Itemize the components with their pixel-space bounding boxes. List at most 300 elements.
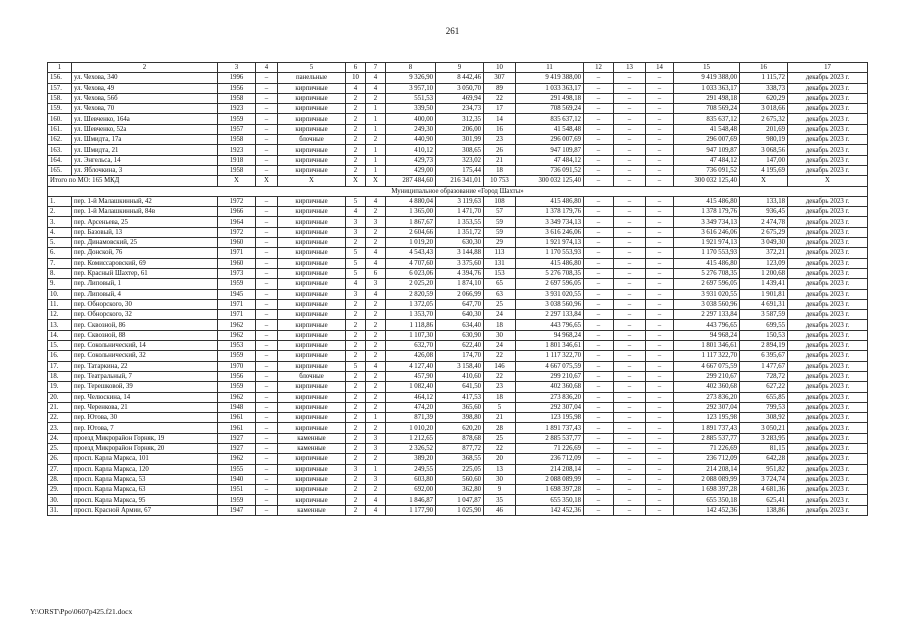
table-cell: 1 439,41 bbox=[740, 279, 788, 289]
table-row bbox=[48, 217, 868, 227]
table-cell: проезд Микрорайон Горняк, 20 bbox=[72, 443, 218, 453]
table-cell: – bbox=[646, 320, 674, 330]
table-cell: – bbox=[584, 268, 614, 278]
table-cell: 3 068,56 bbox=[740, 145, 788, 155]
table-cell: ул. Энгельса, 14 bbox=[72, 155, 218, 165]
table-cell: 27. bbox=[48, 464, 72, 474]
table-cell: 2 bbox=[346, 320, 366, 330]
table-cell: 2 bbox=[346, 135, 366, 145]
table-cell: 4 691,31 bbox=[740, 299, 788, 309]
table-cell: 63 bbox=[484, 289, 516, 299]
total-label: Итого по МО: 165 МКД bbox=[48, 176, 218, 186]
table-cell: 3 144,88 bbox=[436, 248, 484, 258]
table-cell: кирпичные bbox=[278, 207, 346, 217]
table-cell: 206,00 bbox=[436, 124, 484, 134]
table-cell: 138,86 bbox=[740, 505, 788, 515]
table-cell: 951,82 bbox=[740, 464, 788, 474]
table-row bbox=[48, 227, 868, 237]
table-cell: 2. bbox=[48, 207, 72, 217]
table-cell: – bbox=[584, 474, 614, 484]
table-row bbox=[48, 485, 868, 495]
table-cell: 2 bbox=[346, 392, 366, 402]
table-cell: – bbox=[256, 361, 278, 371]
table-cell: 641,50 bbox=[436, 382, 484, 392]
table-cell: 2 bbox=[346, 310, 366, 320]
table-cell: пер. Обнорского, 32 bbox=[72, 310, 218, 320]
table-cell: пер. Черенкова, 21 bbox=[72, 402, 218, 412]
table-cell: 13. bbox=[48, 320, 72, 330]
table-cell: декабрь 2023 г. bbox=[788, 83, 868, 93]
table-cell: 3. bbox=[48, 217, 72, 227]
table-cell: 22 bbox=[484, 93, 516, 103]
table-cell: ул. Яблочкина, 3 bbox=[72, 165, 218, 175]
table-cell: 25 bbox=[484, 433, 516, 443]
table-cell: каменные bbox=[278, 433, 346, 443]
table-cell: декабрь 2023 г. bbox=[788, 289, 868, 299]
table-cell: – bbox=[614, 176, 646, 186]
table-cell: 2 bbox=[346, 474, 366, 484]
table-cell: – bbox=[584, 361, 614, 371]
table-cell: – bbox=[646, 124, 674, 134]
table-cell: – bbox=[584, 73, 614, 83]
table-cell: 415 486,80 bbox=[516, 196, 584, 206]
table-cell: 3 bbox=[346, 289, 366, 299]
table-cell: – bbox=[584, 485, 614, 495]
table-cell: – bbox=[584, 413, 614, 423]
table-cell: пер. Ютова, 30 bbox=[72, 413, 218, 423]
table-cell: декабрь 2023 г. bbox=[788, 320, 868, 330]
table-cell: 3 bbox=[346, 217, 366, 227]
table-cell: 1 365,00 bbox=[386, 207, 436, 217]
table-cell: – bbox=[584, 330, 614, 340]
table-cell: 4 bbox=[366, 248, 386, 258]
table-cell: 21 bbox=[484, 155, 516, 165]
table-cell: 1961 bbox=[218, 423, 256, 433]
table-cell: 159. bbox=[48, 104, 72, 114]
table-cell: 4 667 075,59 bbox=[516, 361, 584, 371]
table-cell: – bbox=[256, 217, 278, 227]
table-cell: – bbox=[256, 299, 278, 309]
table-cell: кирпичные bbox=[278, 495, 346, 505]
table-cell: 1 801 346,61 bbox=[674, 341, 740, 351]
table-cell: 1 378 179,76 bbox=[516, 207, 584, 217]
table-cell: 6 bbox=[366, 268, 386, 278]
table-row bbox=[48, 454, 868, 464]
table-cell: декабрь 2023 г. bbox=[788, 371, 868, 381]
table-cell: 1948 bbox=[218, 402, 256, 412]
table-cell: кирпичные bbox=[278, 227, 346, 237]
table-cell: 1 200,68 bbox=[740, 268, 788, 278]
table-cell: 4 394,76 bbox=[436, 268, 484, 278]
table-row bbox=[48, 402, 868, 412]
table-cell: – bbox=[614, 145, 646, 155]
table-cell: просп. Карла Маркса, 63 bbox=[72, 485, 218, 495]
table-cell: – bbox=[614, 341, 646, 351]
table-cell: – bbox=[646, 83, 674, 93]
table-cell: кирпичные bbox=[278, 93, 346, 103]
table-cell: 469,94 bbox=[436, 93, 484, 103]
table-row bbox=[48, 268, 868, 278]
table-cell: 1 698 397,28 bbox=[674, 485, 740, 495]
table-row bbox=[48, 145, 868, 155]
table-cell: 560,60 bbox=[436, 474, 484, 484]
table-cell: 3 931 020,55 bbox=[516, 289, 584, 299]
table-cell: 2 297 133,84 bbox=[674, 310, 740, 320]
table-cell: – bbox=[584, 196, 614, 206]
table-cell: 2 bbox=[346, 495, 366, 505]
table-cell: 2 bbox=[346, 413, 366, 423]
table-cell: 4 bbox=[366, 73, 386, 83]
table-cell: – bbox=[256, 310, 278, 320]
table-cell: 14. bbox=[48, 330, 72, 340]
table-cell: 429,73 bbox=[386, 155, 436, 165]
table-cell: 14 bbox=[484, 114, 516, 124]
table-cell: 5 bbox=[346, 268, 366, 278]
header-row bbox=[48, 63, 868, 73]
table-cell: 1 047,87 bbox=[436, 495, 484, 505]
table-cell: 1996 bbox=[218, 73, 256, 83]
table-row bbox=[48, 433, 868, 443]
table-cell: – bbox=[256, 135, 278, 145]
table-cell: 23. bbox=[48, 423, 72, 433]
table-cell: кирпичные bbox=[278, 320, 346, 330]
table-cell: 415 486,80 bbox=[674, 258, 740, 268]
table-cell: 2 474,78 bbox=[740, 217, 788, 227]
table-cell: 410,12 bbox=[386, 145, 436, 155]
table-cell: декабрь 2023 г. bbox=[788, 258, 868, 268]
table-cell: 2 bbox=[346, 433, 366, 443]
table-cell: декабрь 2023 г. bbox=[788, 145, 868, 155]
table-cell: – bbox=[256, 258, 278, 268]
table-row bbox=[48, 423, 868, 433]
table-cell: 2 bbox=[346, 505, 366, 515]
table-cell: 4 880,04 bbox=[386, 196, 436, 206]
table-cell: декабрь 2023 г. bbox=[788, 207, 868, 217]
table-cell: 3 050,70 bbox=[436, 83, 484, 93]
table-cell: декабрь 2023 г. bbox=[788, 351, 868, 361]
table-cell: 1959 bbox=[218, 351, 256, 361]
table-cell: 4 bbox=[256, 63, 278, 73]
table-cell: кирпичные bbox=[278, 268, 346, 278]
table-cell: 3 587,59 bbox=[740, 310, 788, 320]
table-cell: 299 210,67 bbox=[674, 371, 740, 381]
table-cell: кирпичные bbox=[278, 382, 346, 392]
table-cell: 273 836,20 bbox=[516, 392, 584, 402]
table-cell: – bbox=[256, 104, 278, 114]
table-cell: 25 bbox=[484, 299, 516, 309]
table-cell: 699,55 bbox=[740, 320, 788, 330]
table-cell: – bbox=[584, 351, 614, 361]
table-cell: – bbox=[646, 279, 674, 289]
table-cell: – bbox=[614, 351, 646, 361]
table-row bbox=[48, 495, 868, 505]
table-cell: – bbox=[646, 443, 674, 453]
table-cell: 296 007,69 bbox=[674, 135, 740, 145]
table-cell: 2 bbox=[366, 207, 386, 217]
table-cell: 291 498,18 bbox=[674, 93, 740, 103]
table-row bbox=[48, 505, 868, 515]
table-cell: 2 bbox=[366, 299, 386, 309]
table-cell: 1951 bbox=[218, 485, 256, 495]
table-cell: – bbox=[256, 495, 278, 505]
table-cell: 400,00 bbox=[386, 114, 436, 124]
table-cell: 11. bbox=[48, 299, 72, 309]
table-cell: – bbox=[646, 454, 674, 464]
table-cell: – bbox=[614, 83, 646, 93]
table-cell: 4 bbox=[346, 207, 366, 217]
table-cell: декабрь 2023 г. bbox=[788, 73, 868, 83]
table-cell: – bbox=[256, 413, 278, 423]
table-cell: – bbox=[584, 83, 614, 93]
table-cell: 3 158,40 bbox=[436, 361, 484, 371]
table-cell: пер. Обнорского, 30 bbox=[72, 299, 218, 309]
table-cell: – bbox=[614, 423, 646, 433]
table-cell: 3 049,30 bbox=[740, 238, 788, 248]
table-cell: – bbox=[646, 135, 674, 145]
table-cell: – bbox=[614, 402, 646, 412]
table-cell: 642,28 bbox=[740, 454, 788, 464]
table-cell: 2 bbox=[366, 135, 386, 145]
table-cell: – bbox=[256, 351, 278, 361]
table-cell: – bbox=[256, 443, 278, 453]
table-cell: 1. bbox=[48, 196, 72, 206]
table-cell: 4 bbox=[366, 196, 386, 206]
table-cell: 2 025,20 bbox=[386, 279, 436, 289]
table-cell: 1 378 179,76 bbox=[674, 207, 740, 217]
table-cell: – bbox=[646, 289, 674, 299]
table-cell: ул. Шевченко, 164а bbox=[72, 114, 218, 124]
table-cell: 2 bbox=[346, 341, 366, 351]
table-cell: 2 bbox=[346, 93, 366, 103]
table-cell: 1960 bbox=[218, 258, 256, 268]
table-cell: 2 bbox=[346, 238, 366, 248]
table-cell: – bbox=[614, 104, 646, 114]
table-cell: 4 543,43 bbox=[386, 248, 436, 258]
table-row bbox=[48, 124, 868, 134]
table-cell: 1958 bbox=[218, 93, 256, 103]
page-number: 261 bbox=[445, 26, 460, 36]
table-cell: 1959 bbox=[218, 114, 256, 124]
table-row bbox=[48, 371, 868, 381]
table-cell: 3 bbox=[366, 433, 386, 443]
table-cell: 3 018,66 bbox=[740, 104, 788, 114]
table-cell: – bbox=[614, 289, 646, 299]
table-cell: 2 088 089,99 bbox=[674, 474, 740, 484]
table-cell: кирпичные bbox=[278, 114, 346, 124]
table-cell: 5 276 708,35 bbox=[674, 268, 740, 278]
table-cell: – bbox=[256, 485, 278, 495]
table-cell: 6 bbox=[346, 63, 366, 73]
table-cell: 94 968,24 bbox=[674, 330, 740, 340]
table-cell: 7 bbox=[366, 63, 386, 73]
table-cell: просп. Карла Маркса, 53 bbox=[72, 474, 218, 484]
table-cell: пер. Липовый, 1 bbox=[72, 279, 218, 289]
table-cell: 464,12 bbox=[386, 392, 436, 402]
table-cell: 402 360,68 bbox=[674, 382, 740, 392]
table-cell: 13 bbox=[484, 464, 516, 474]
table-cell: 1 010,20 bbox=[386, 423, 436, 433]
table-cell: 835 637,12 bbox=[674, 114, 740, 124]
table-cell: 12 bbox=[584, 63, 614, 73]
table-cell: 236 712,09 bbox=[674, 454, 740, 464]
table-cell: – bbox=[584, 402, 614, 412]
table-cell: 10 753 bbox=[484, 176, 516, 186]
table-cell: 11 bbox=[516, 63, 584, 73]
table-cell: 1964 bbox=[218, 217, 256, 227]
table-cell: проезд Микрорайон Горняк, 19 bbox=[72, 433, 218, 443]
table-cell: 728,72 bbox=[740, 371, 788, 381]
table-cell: 1 bbox=[366, 165, 386, 175]
table-cell: кирпичные bbox=[278, 341, 346, 351]
table-cell: 24 bbox=[484, 310, 516, 320]
table-cell: X bbox=[278, 176, 346, 186]
table-cell: 142 452,36 bbox=[516, 505, 584, 515]
table-cell: декабрь 2023 г. bbox=[788, 217, 868, 227]
table-cell: кирпичные bbox=[278, 217, 346, 227]
table-row bbox=[48, 299, 868, 309]
table-cell: 225,05 bbox=[436, 464, 484, 474]
table-cell: – bbox=[256, 371, 278, 381]
table-cell: 1 025,90 bbox=[436, 505, 484, 515]
table-row bbox=[48, 341, 868, 351]
table-cell: декабрь 2023 г. bbox=[788, 485, 868, 495]
table-cell: декабрь 2023 г. bbox=[788, 238, 868, 248]
table-cell: 160. bbox=[48, 114, 72, 124]
table-cell: пер. 1-й Малашкинный, 42 bbox=[72, 196, 218, 206]
table-cell: 1 177,90 bbox=[386, 505, 436, 515]
table-cell: – bbox=[256, 124, 278, 134]
table-cell: – bbox=[584, 104, 614, 114]
table-cell: 5 bbox=[346, 196, 366, 206]
table-cell: 249,30 bbox=[386, 124, 436, 134]
table-cell: кирпичные bbox=[278, 155, 346, 165]
table-cell: 3 957,10 bbox=[386, 83, 436, 93]
table-row bbox=[48, 361, 868, 371]
table-cell: 164. bbox=[48, 155, 72, 165]
table-cell: – bbox=[614, 505, 646, 515]
table-cell: – bbox=[614, 268, 646, 278]
table-cell: 21 bbox=[484, 413, 516, 423]
table-cell: 4 667 075,59 bbox=[674, 361, 740, 371]
table-cell: – bbox=[584, 135, 614, 145]
table-cell: – bbox=[614, 495, 646, 505]
table-cell: декабрь 2023 г. bbox=[788, 495, 868, 505]
table-cell: пер. Сквозной, 86 bbox=[72, 320, 218, 330]
table-cell: кирпичные bbox=[278, 361, 346, 371]
table-cell: 1 891 737,43 bbox=[516, 423, 584, 433]
table-cell: ул. Чехова, 70 bbox=[72, 104, 218, 114]
table-cell: 692,00 bbox=[386, 485, 436, 495]
table-cell: – bbox=[584, 392, 614, 402]
table-cell: X bbox=[366, 176, 386, 186]
table-cell: 2 bbox=[366, 485, 386, 495]
table-cell: 123 195,98 bbox=[516, 413, 584, 423]
table-cell: 1 921 974,13 bbox=[516, 238, 584, 248]
table-cell: – bbox=[614, 93, 646, 103]
table-cell: 429,00 bbox=[386, 165, 436, 175]
table-row bbox=[48, 289, 868, 299]
table-cell: X bbox=[256, 176, 278, 186]
table-cell: 12. bbox=[48, 310, 72, 320]
table-cell: 2 885 537,77 bbox=[674, 433, 740, 443]
table-cell: 1 372,05 bbox=[386, 299, 436, 309]
table-cell: – bbox=[584, 289, 614, 299]
table-cell: – bbox=[646, 330, 674, 340]
table-cell: 1959 bbox=[218, 495, 256, 505]
table-cell: – bbox=[614, 392, 646, 402]
table-cell: – bbox=[584, 443, 614, 453]
table-cell: – bbox=[584, 93, 614, 103]
table-cell: ул. Чехова, 56б bbox=[72, 93, 218, 103]
table-cell: – bbox=[614, 165, 646, 175]
table-cell: 5 bbox=[346, 258, 366, 268]
table-cell: 2 697 596,05 bbox=[516, 279, 584, 289]
table-cell: 2 bbox=[346, 299, 366, 309]
table-cell: 1958 bbox=[218, 135, 256, 145]
table-cell: 1959 bbox=[218, 279, 256, 289]
table-cell: декабрь 2023 г. bbox=[788, 433, 868, 443]
table-cell: пер. Арсеньева, 25 bbox=[72, 217, 218, 227]
table-row bbox=[48, 258, 868, 268]
table-cell: 20 bbox=[484, 454, 516, 464]
table-cell: 1 bbox=[366, 155, 386, 165]
table-cell: – bbox=[584, 227, 614, 237]
table-cell: 3 724,74 bbox=[740, 474, 788, 484]
table-cell: – bbox=[614, 454, 646, 464]
table-cell: 3 bbox=[366, 279, 386, 289]
table-cell: 47 484,12 bbox=[516, 155, 584, 165]
table-cell: – bbox=[256, 227, 278, 237]
table-cell: 9 bbox=[436, 63, 484, 73]
table-cell: 1923 bbox=[218, 145, 256, 155]
table-cell: декабрь 2023 г. bbox=[788, 454, 868, 464]
table-cell: 5. bbox=[48, 238, 72, 248]
table-cell: 17. bbox=[48, 361, 72, 371]
table-cell: кирпичные bbox=[278, 258, 346, 268]
table-cell: – bbox=[614, 124, 646, 134]
table-cell: – bbox=[256, 382, 278, 392]
table-cell: – bbox=[584, 495, 614, 505]
table-cell: 1 082,40 bbox=[386, 382, 436, 392]
table-cell: 627,22 bbox=[740, 382, 788, 392]
table-row bbox=[48, 351, 868, 361]
table-cell: 296 007,69 bbox=[516, 135, 584, 145]
table-cell: 980,19 bbox=[740, 135, 788, 145]
table-cell: 2 820,59 bbox=[386, 289, 436, 299]
table-cell: 3 616 246,06 bbox=[516, 227, 584, 237]
table-cell: декабрь 2023 г. bbox=[788, 135, 868, 145]
table-cell: 3 bbox=[346, 227, 366, 237]
table-cell: 2 bbox=[366, 351, 386, 361]
table-cell: ул. Чехова, 340 bbox=[72, 73, 218, 83]
table-cell: декабрь 2023 г. bbox=[788, 155, 868, 165]
table-cell: пер. Ютова, 7 bbox=[72, 423, 218, 433]
table-cell: 1953 bbox=[218, 341, 256, 351]
table-cell: 59 bbox=[484, 227, 516, 237]
table-cell: 2 604,66 bbox=[386, 227, 436, 237]
table-cell: – bbox=[256, 392, 278, 402]
table-cell: – bbox=[646, 351, 674, 361]
table-cell: – bbox=[646, 258, 674, 268]
table-row bbox=[48, 330, 868, 340]
table-cell: – bbox=[584, 320, 614, 330]
table-cell: 2 bbox=[346, 371, 366, 381]
table-cell: 161. bbox=[48, 124, 72, 134]
table-cell: 15. bbox=[48, 341, 72, 351]
table-cell: – bbox=[256, 93, 278, 103]
table-row bbox=[48, 114, 868, 124]
table-cell: 1 212,65 bbox=[386, 433, 436, 443]
